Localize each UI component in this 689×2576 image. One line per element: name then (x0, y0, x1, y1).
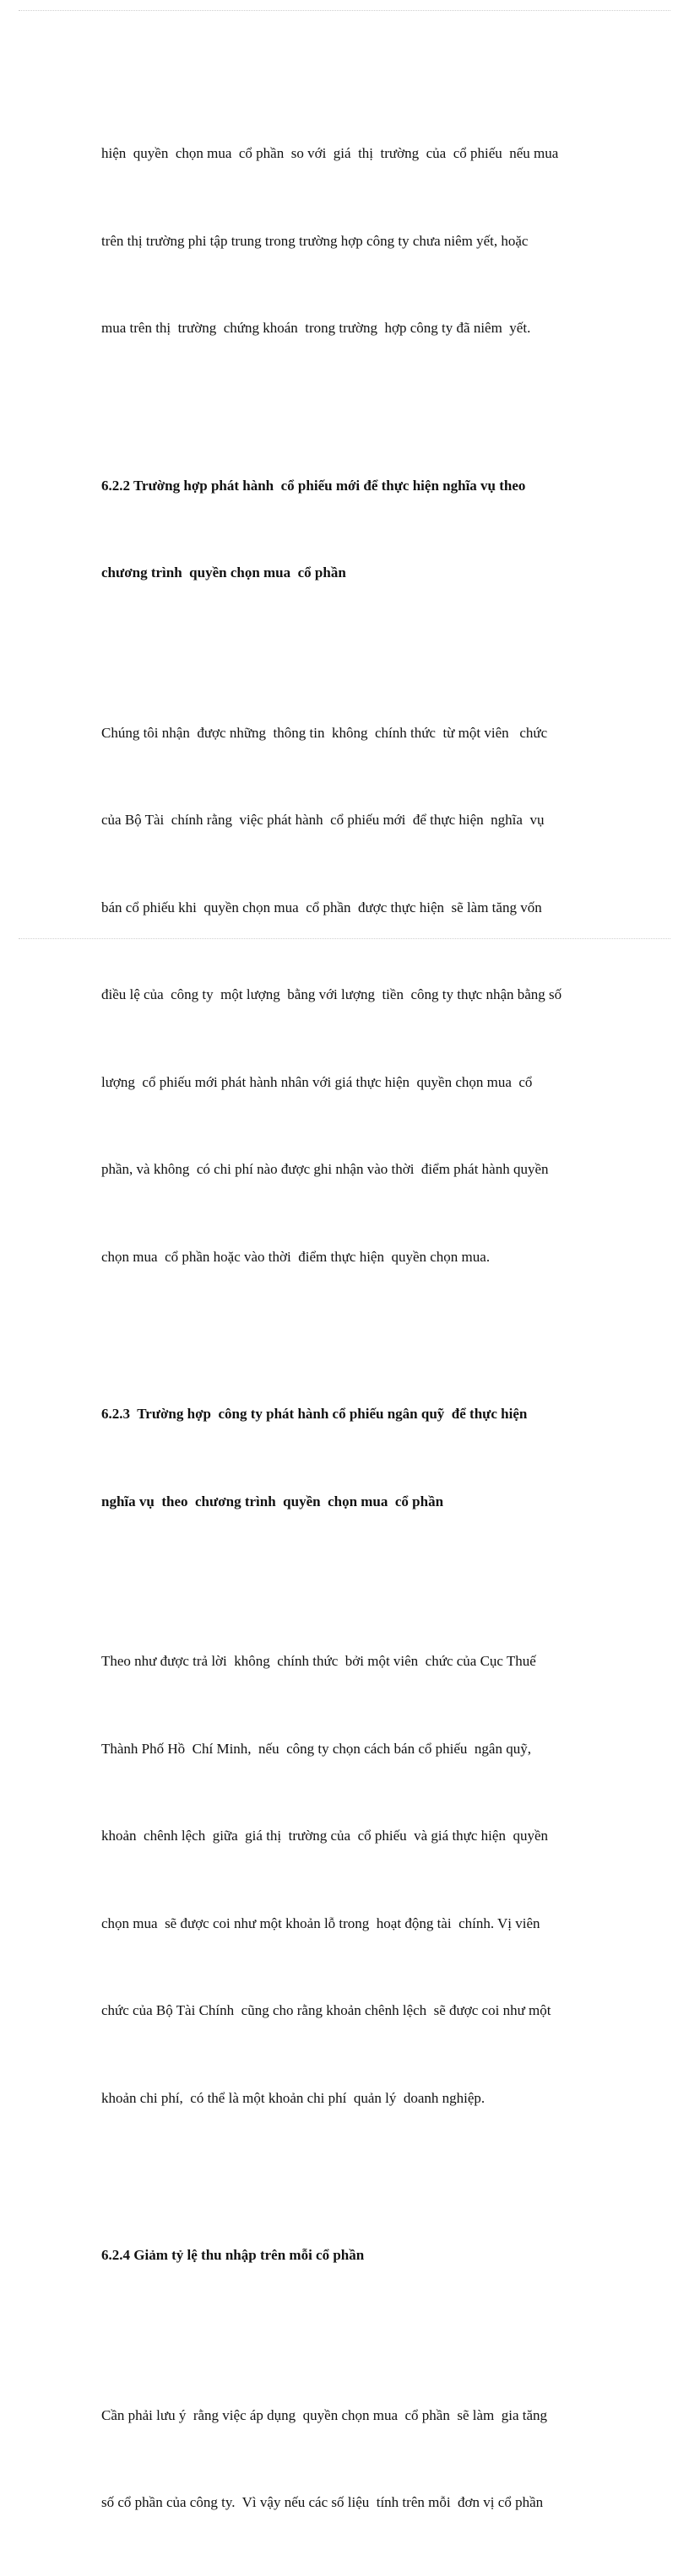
heading-line: 6.2.3 Trường hợp công ty phát hành cổ phiếu ngân quỹ để thực hiện (101, 1406, 528, 1422)
paragraph-eps-dilution (101, 2343, 595, 2576)
text-line: Chúng tôi nhận được những thông tin không chính thức từ một viên chức (101, 724, 548, 741)
document-body (101, 81, 595, 2576)
text-line: chọn mua cổ phần hoặc vào thời điểm thực hiện quyền chọn mua. (101, 1248, 491, 1265)
text-line: của Bộ Tài chính rằng việc phát hành cổ phiếu mới để thực hiện nghĩa vụ (101, 812, 545, 828)
text-line: chọn mua sẽ được coi như một khoản lỗ trong hoạt động tài chính. Vị viên (101, 1914, 540, 1931)
heading-line: 6.2.2 Trường hợp phát hành cổ phiếu mới để thực hiện nghĩa vụ theo (101, 477, 526, 494)
text-line: mua trên thị trường chứng khoán trong trường hợp công ty đã niêm yết. (101, 320, 531, 336)
text-line: trên thị trường phi tập trung trong trường hợp công ty chưa niêm yết, hoặc (101, 232, 529, 249)
paragraph-new-shares-issuance (101, 661, 595, 1331)
text-line: lượng cổ phiếu mới phát hành nhân với giá thực hiện quyền chọn mua cổ (101, 1073, 533, 1090)
section-heading-6-2-4 (101, 2183, 595, 2329)
text-line: bán cổ phiếu khi quyền chọn mua cổ phần được thực hiện sẽ làm tăng vốn (101, 899, 542, 915)
heading-line: nghĩa vụ theo chương trình quyền chọn mua cổ phần (101, 1493, 444, 1509)
heading-line: chương trình quyền chọn mua cổ phần (101, 564, 346, 581)
page-bottom-border (19, 938, 670, 939)
text-line: số cổ phần của công ty. Vì vậy nếu các số liệu tính trên mỗi đơn vị cổ phần (101, 2494, 544, 2510)
text-line: khoản chi phí, có thể là một khoản chi phí quản lý doanh nghiệp. (101, 2089, 486, 2106)
text-line: hiện quyền chọn mua cổ phần so với giá thị trường của cổ phiếu nếu mua (101, 145, 559, 161)
heading-line: 6.2.4 Giảm tỷ lệ thu nhập trên mỗi cổ phần (101, 2247, 365, 2263)
section-heading-6-2-3 (101, 1342, 595, 1574)
text-line: điều lệ của công ty một lượng bằng với lượng tiền công ty thực nhận bằng số (101, 986, 562, 1002)
text-line: Theo như được trả lời không chính thức bởi một viên chức của Cục Thuế (101, 1653, 536, 1669)
page-top-border (19, 10, 670, 11)
paragraph-option-exercise-comparison (101, 81, 595, 402)
text-line: phần, và không có chi phí nào được ghi nhận vào thời điểm phát hành quyền (101, 1161, 549, 1177)
text-line: Thành Phố Hồ Chí Minh, nếu công ty chọn cách bán cổ phiếu ngân quỹ, (101, 1740, 531, 1757)
text-line: khoản chênh lệch giữa giá thị trường của cổ phiếu và giá thực hiện quyền (101, 1828, 549, 1844)
text-line: chức của Bộ Tài Chính cũng cho rằng khoản chênh lệch sẽ được coi như một (101, 2002, 551, 2018)
text-line: Cần phải lưu ý rằng việc áp dụng quyền chọn mua cổ phần sẽ làm gia tăng (101, 2406, 548, 2423)
paragraph-treasury-shares (101, 1589, 595, 2171)
section-heading-6-2-2 (101, 413, 595, 646)
